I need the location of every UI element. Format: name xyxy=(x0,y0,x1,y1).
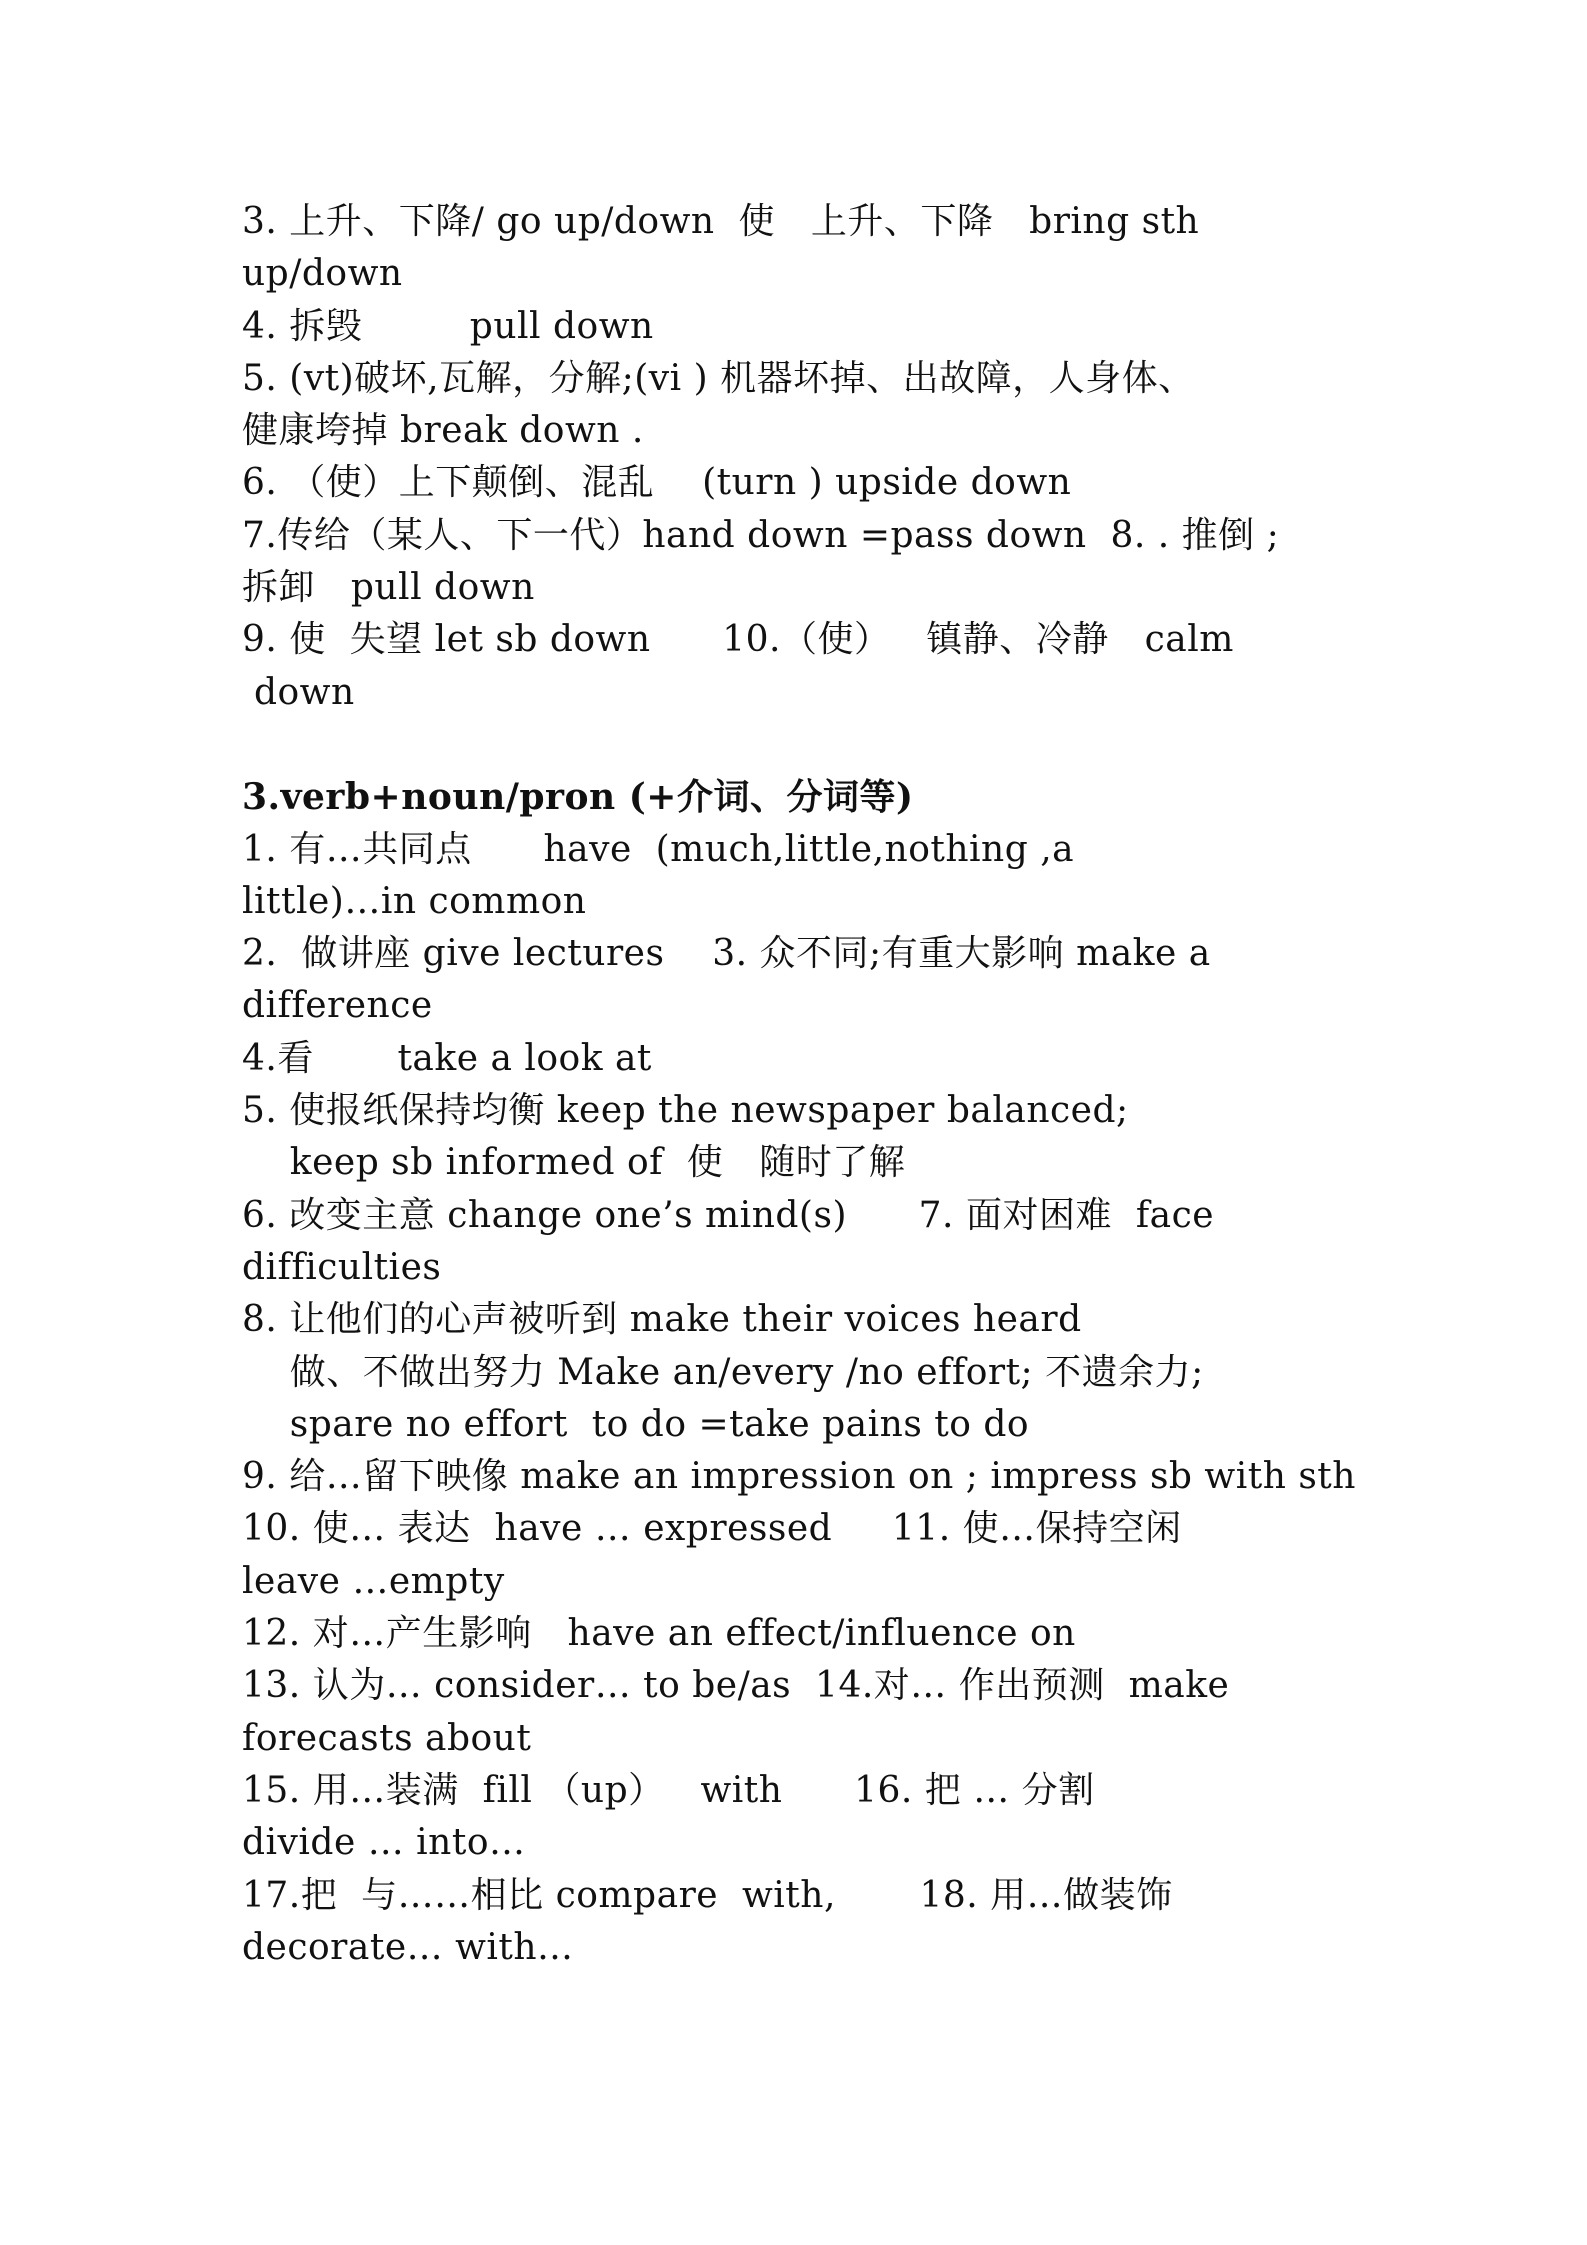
text-line: 17.把 与……相比 compare with, 18. 用…做装饰 xyxy=(242,1874,1173,1916)
document-body xyxy=(242,196,1362,1974)
section-verb-noun xyxy=(242,771,1362,1974)
text-line: difference xyxy=(242,985,433,1027)
text-line: 8. 让他们的心声被听到 make their voices heard xyxy=(242,1299,1082,1341)
text-line: decorate… with… xyxy=(242,1926,574,1968)
text-line: 7.传给（某人、下一代）hand down =pass down 8. . 推倒 ; xyxy=(242,514,1280,556)
text-line: little)…in common xyxy=(242,880,587,922)
text-line: difficulties xyxy=(242,1246,442,1288)
paragraph-gap xyxy=(242,719,1362,771)
text-line: 6. （使）上下颠倒、混乱 (turn ) upside down xyxy=(242,462,1072,504)
text-line: 拆卸 pull down xyxy=(242,567,535,609)
text-line: 6. 改变主意 change one’s mind(s) 7. 面对困难 face xyxy=(242,1194,1215,1236)
text-line: 9. 使 失望 let sb down 10.（使） 镇静、冷静 calm xyxy=(242,619,1234,661)
text-line: 3. 上升、下降/ go up/down 使 上升、下降 bring sth xyxy=(242,201,1200,242)
text-line: spare no effort to do =take pains to do xyxy=(242,1403,1030,1445)
section-phrasal-down xyxy=(242,196,1362,719)
text-line: 5. (vt)破坏,瓦解，分解;(vi ) 机器坏掉、出故障，人身体、 xyxy=(242,357,1195,399)
text-line: 9. 给…留下映像 make an impression on ; impress sb with sth xyxy=(242,1456,1356,1498)
text-line: down xyxy=(242,671,355,713)
text-line: 4. 拆毁 pull down xyxy=(242,305,654,347)
text-line: 12. 对…产生影响 have an effect/influence on xyxy=(242,1613,1076,1655)
text-line: divide … into… xyxy=(242,1822,526,1864)
text-line: forecasts about xyxy=(242,1717,532,1759)
section-heading: 3.verb+noun/pron (+介词、分词等) xyxy=(242,776,914,819)
text-line: keep sb informed of 使 随时了解 xyxy=(242,1142,906,1184)
text-line: 10. 使… 表达 have … expressed 11. 使…保持空闲 xyxy=(242,1508,1182,1550)
text-line: 健康垮掉 break down . xyxy=(242,410,644,452)
text-line: leave …empty xyxy=(242,1560,505,1602)
text-line: 做、不做出努力 Make an/every /no effort; 不遗余力; xyxy=(242,1351,1204,1393)
text-line: 5. 使报纸保持均衡 keep the newspaper balanced; xyxy=(242,1090,1129,1132)
text-line: 2. 做讲座 give lectures 3. 众不同;有重大影响 make a xyxy=(242,933,1211,975)
text-line: 15. 用…装满 fill （up） with 16. 把 … 分割 xyxy=(242,1769,1095,1811)
text-line: 4.看 take a look at xyxy=(242,1037,652,1079)
text-line: 1. 有…共同点 have (much,little,nothing ,a xyxy=(242,828,1075,870)
text-line: 13. 认为… consider… to be/as 14.对… 作出预测 make xyxy=(242,1665,1230,1707)
text-line: up/down xyxy=(242,253,403,295)
